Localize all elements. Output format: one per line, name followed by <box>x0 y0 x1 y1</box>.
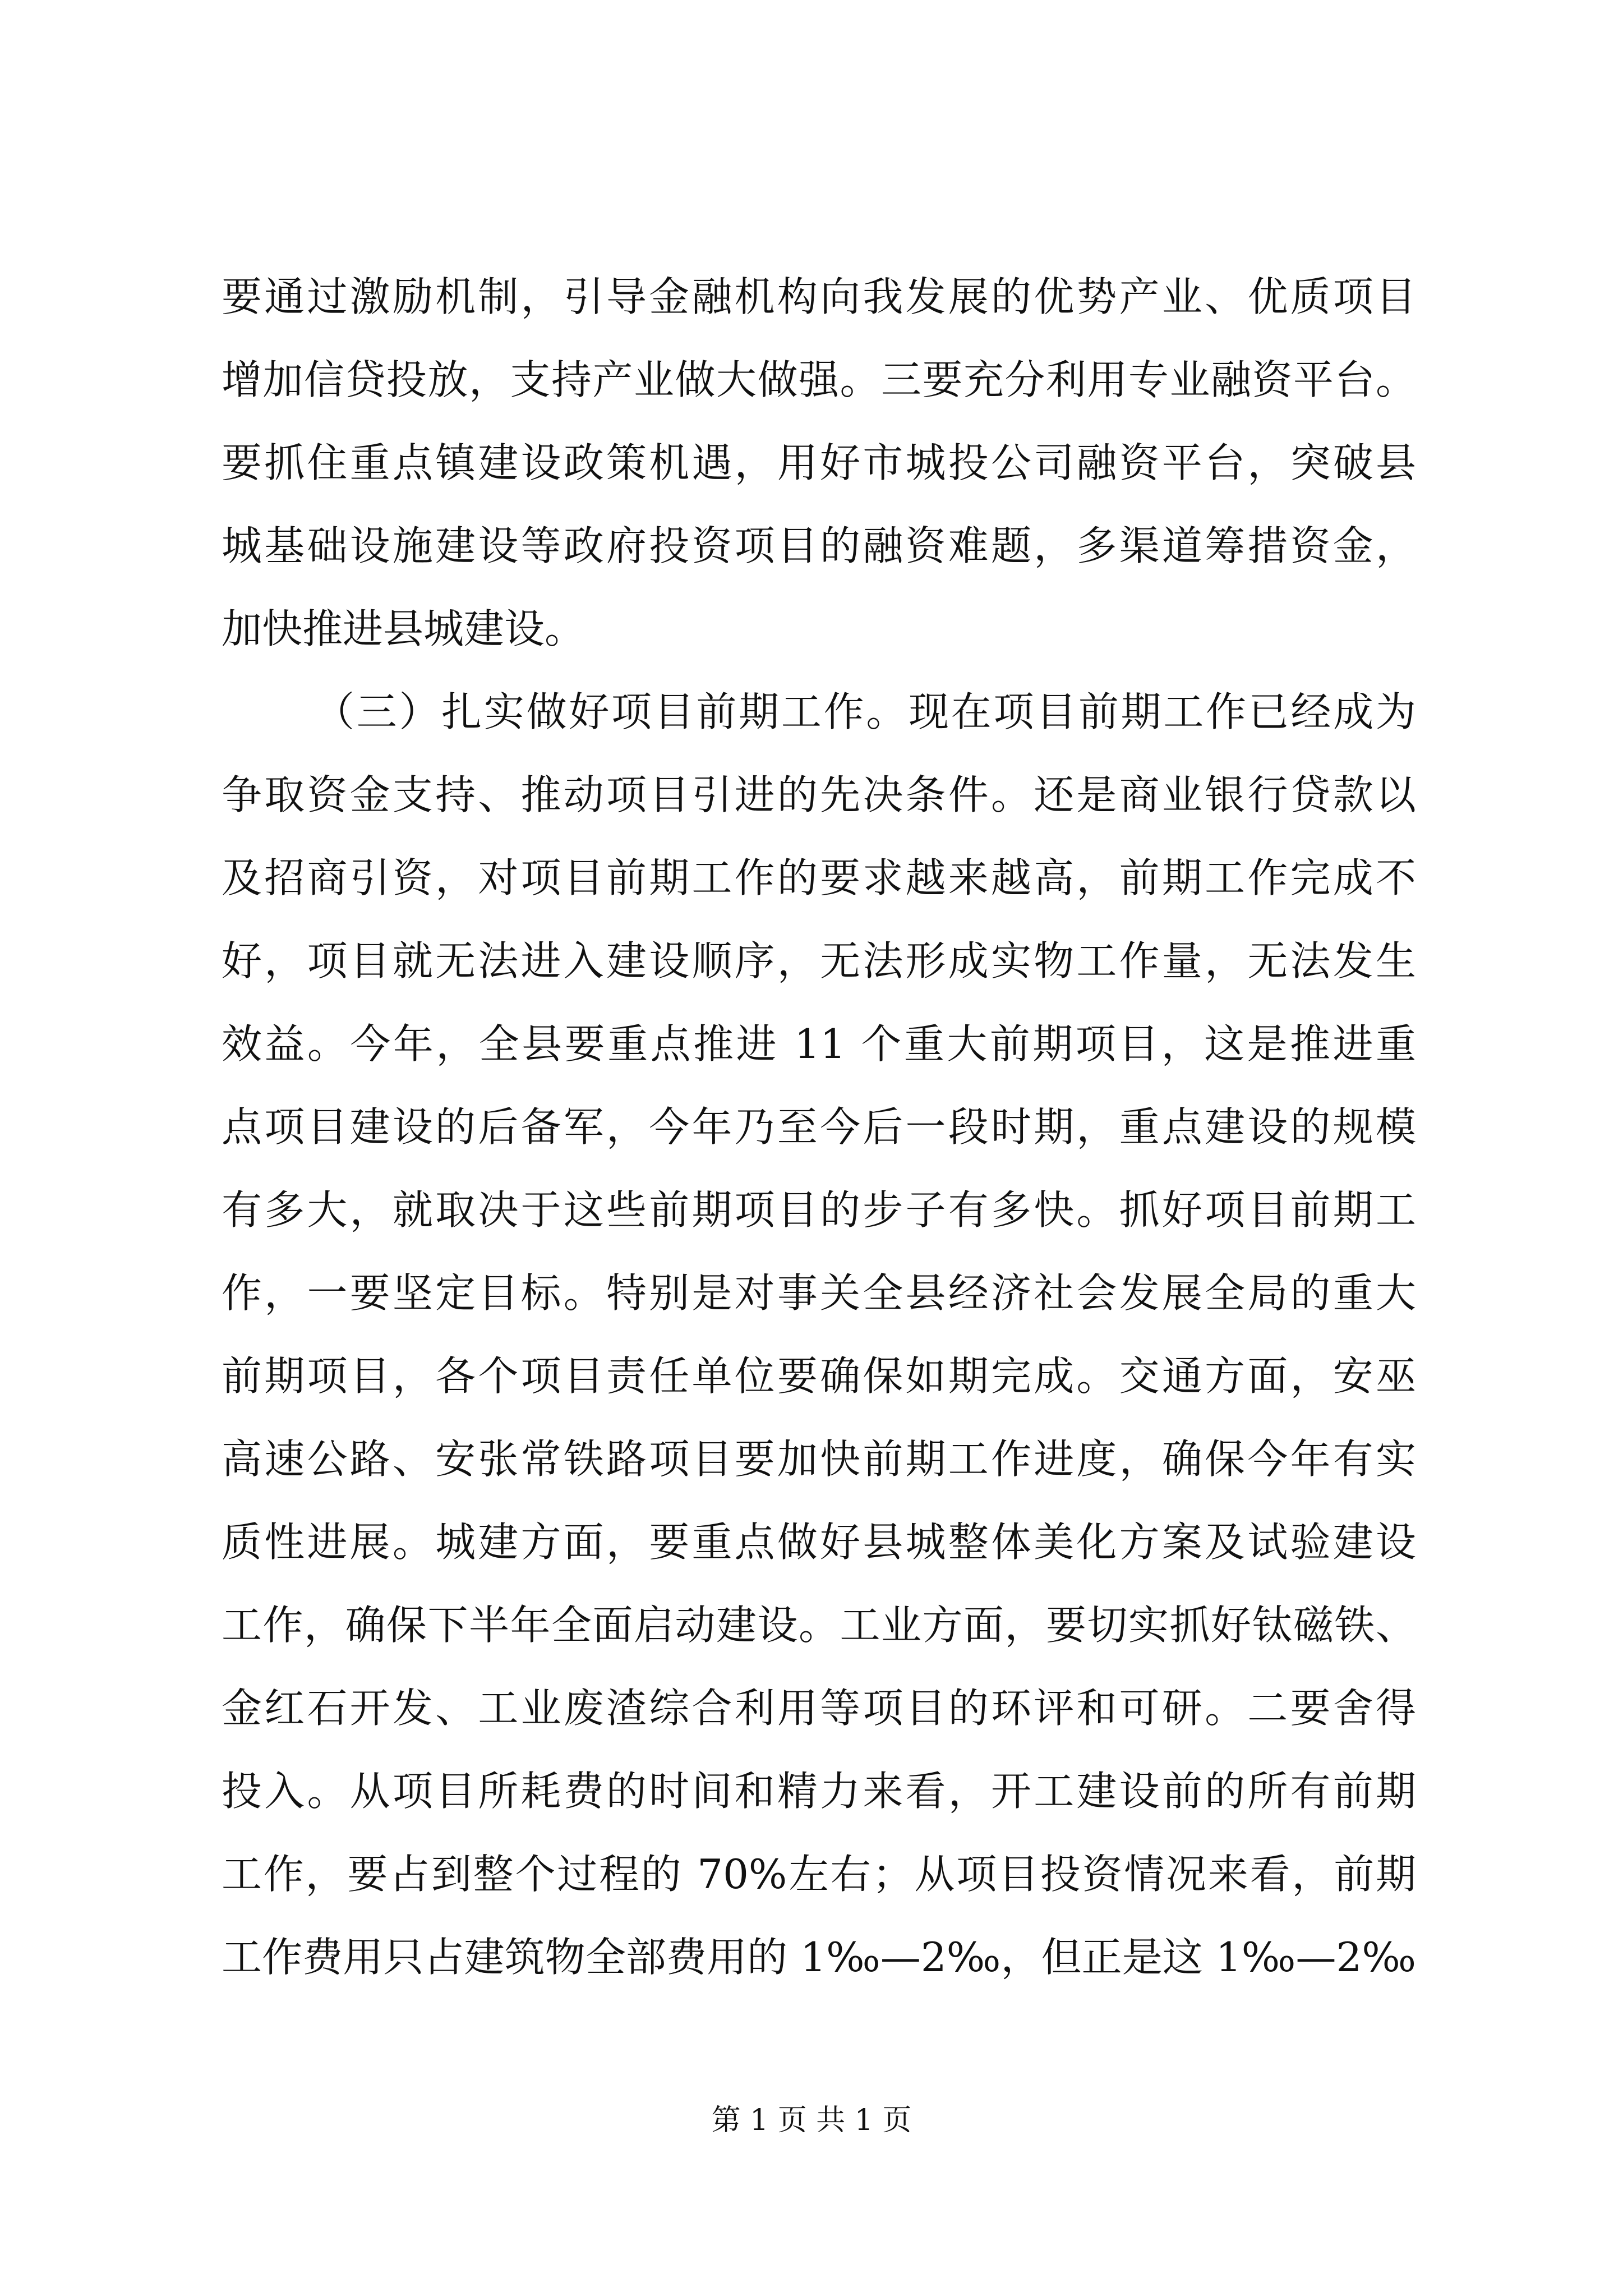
page-footer <box>0 2101 1623 2140</box>
text-line: 要抓住重点镇建设政策机遇，用好市城投公司融资平台，突破县 <box>222 439 1416 486</box>
text-line: 要通过激励机制，引导金融机构向我发展的优势产业、优质项目 <box>222 273 1416 320</box>
text-line: 及招商引资，对项目前期工作的要求越来越高，前期工作完成不 <box>222 854 1416 901</box>
text-line: 加快推进县城建设。 <box>222 605 585 652</box>
text-line: 有多大，就取决于这些前期项目的步子有多快。抓好项目前期工 <box>222 1186 1416 1234</box>
text-line: 增加信贷投放，支持产业做大做强。三要充分利用专业融资平台。 <box>222 356 1416 403</box>
text-line: 工作，确保下半年全面启动建设。工业方面，要切实抓好钛磁铁、 <box>222 1602 1416 1649</box>
text-line: 投入。从项目所耗费的时间和精力来看，开工建设前的所有前期 <box>222 1768 1416 1815</box>
text-line: 质性进展。城建方面，要重点做好县城整体美化方案及试验建设 <box>222 1519 1416 1566</box>
text-line: 工作费用只占建筑物全部费用的 1‰—2‰，但正是这 1‰—2‰ <box>222 1934 1416 1981</box>
text-line: 城基础设施建设等政府投资项目的融资难题，多渠道筹措资金， <box>222 522 1416 569</box>
text-line: 争取资金支持、推动项目引进的先决条件。还是商业银行贷款以 <box>222 771 1416 818</box>
text-line: 作，一要坚定目标。特别是对事关全县经济社会发展全局的重大 <box>222 1269 1416 1317</box>
text-line: 效益。今年，全县要重点推进 11 个重大前期项目，这是推进重 <box>222 1020 1416 1068</box>
text-line: 金红石开发、工业废渣综合利用等项目的环评和可研。二要舍得 <box>222 1685 1416 1732</box>
text-line: 工作，要占到整个过程的 70%左右；从项目投资情况来看，前期 <box>222 1851 1416 1898</box>
text-line: 好，项目就无法进入建设顺序，无法形成实物工作量，无法发生 <box>222 937 1416 984</box>
text-line: 高速公路、安张常铁路项目要加快前期工作进度，确保今年有实 <box>222 1435 1416 1483</box>
page-number-label: 第 1 页 共 1 页 <box>711 2104 912 2137</box>
text-line: 前期项目，各个项目责任单位要确保如期完成。交通方面，安巫 <box>222 1352 1416 1400</box>
section-heading-line: （三）扎实做好项目前期工作。现在项目前期工作已经成为 <box>314 688 1416 735</box>
body-text <box>222 255 1416 1999</box>
text-line: 点项目建设的后备军，今年乃至今后一段时期，重点建设的规模 <box>222 1103 1416 1151</box>
